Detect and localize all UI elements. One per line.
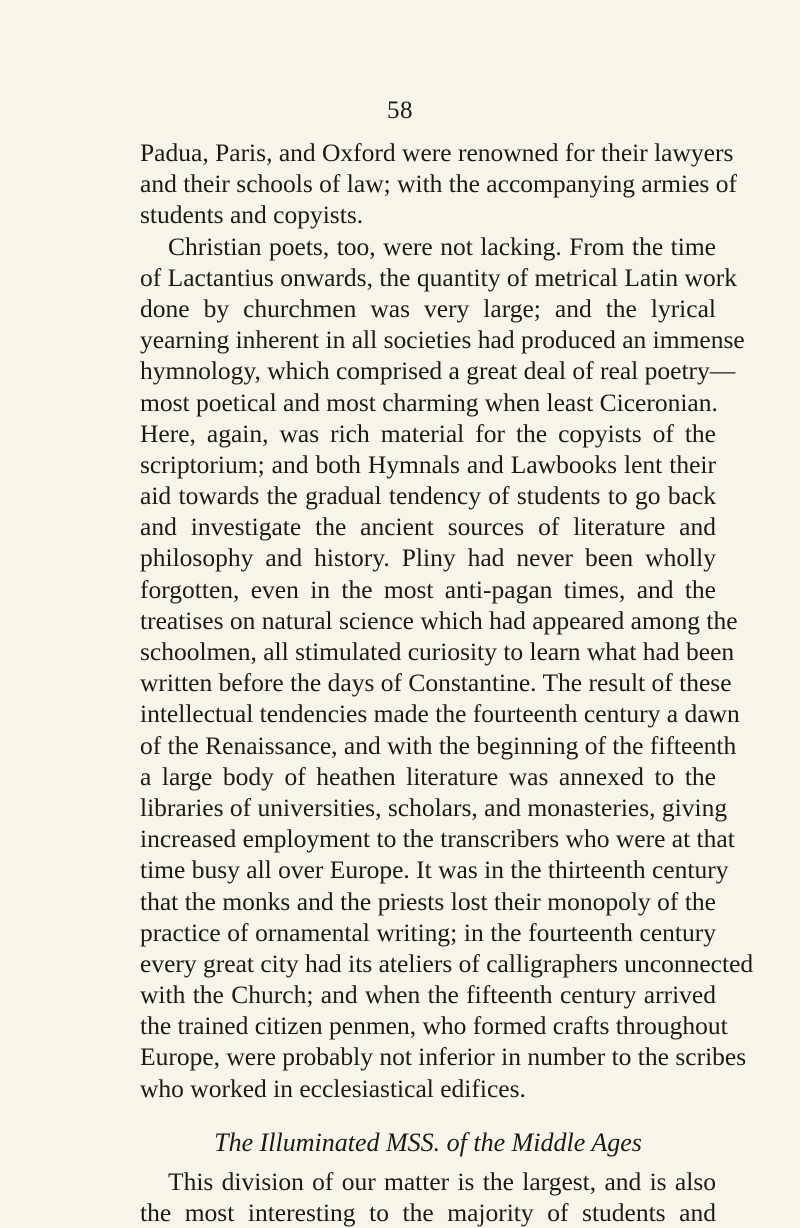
text-line: Christian poets, too, were not lacking. From the time	[168, 231, 716, 261]
text-line: done by churchmen was very large; and the lyrical	[140, 293, 716, 323]
text-line: scriptorium; and both Hymnals and Lawbooks lent their	[140, 449, 716, 479]
text-line: treatises on natural science which had appeared among the	[140, 605, 738, 635]
paragraph-christian-poets	[140, 231, 754, 1104]
paragraph-lawyers	[140, 137, 737, 231]
section-spacer	[140, 1104, 716, 1126]
text-line: that the monks and the priests lost their monopoly of the	[140, 886, 716, 916]
text-line: philosophy and history. Pliny had never been wholly	[140, 543, 716, 573]
text-line: with the Church; and when the fifteenth century arrived	[140, 980, 716, 1010]
paragraph-illuminated-mss	[140, 1166, 716, 1228]
text-line: libraries of universities, scholars, and monasteries, giving	[140, 792, 728, 822]
text-line: intellectual tendencies made the fourteenth century a dawn	[140, 699, 740, 729]
text-line: who worked in ecclesiastical edifices.	[140, 1073, 526, 1103]
text-line: Europe, were probably not inferior in number to the scribes	[140, 1042, 747, 1072]
text-line: and their schools of law; with the accompanying armies of	[140, 169, 737, 199]
text-line: time busy all over Europe. It was in the thirteenth century	[140, 855, 729, 885]
text-line: the trained citizen penmen, who formed crafts throughout	[140, 1011, 728, 1041]
text-line: This division of our matter is the largest, and is also	[168, 1166, 716, 1196]
text-line: Here, again, was rich material for the copyists of the	[140, 418, 716, 448]
text-line: the most interesting to the majority of students and	[140, 1198, 716, 1227]
text-line: increased employment to the transcribers who were at that	[140, 824, 735, 854]
section-heading: The Illuminated MSS. of the Middle Ages	[214, 1127, 642, 1157]
text-line: students and copyists.	[140, 200, 364, 230]
text-line: hymnology, which comprised a great deal of real poetry—	[140, 356, 736, 386]
text-line: yearning inherent in all societies had produced an immense	[140, 325, 745, 355]
text-line: most poetical and most charming when least Ciceronian.	[140, 387, 718, 417]
text-line: Padua, Paris, and Oxford were renowned for their lawyers	[140, 138, 734, 167]
text-line: practice of ornamental writing; in the fourteenth century	[140, 917, 716, 947]
text-line: every great city had its ateliers of calligraphers unconnected	[140, 948, 754, 978]
body-text	[140, 137, 754, 1228]
text-line: written before the days of Constantine. The result of these	[140, 668, 732, 698]
text-line: and investigate the ancient sources of literature and	[140, 512, 716, 542]
text-line: aid towards the gradual tendency of students to go back	[140, 481, 716, 511]
page-number: 58	[387, 97, 413, 124]
text-line: of the Renaissance, and with the beginning of the fifteenth	[140, 730, 737, 760]
text-line: of Lactantius onwards, the quantity of metrical Latin work	[140, 262, 737, 292]
text-line: forgotten, even in the most anti-pagan times, and the	[140, 574, 716, 604]
text-line: schoolmen, all stimulated curiosity to learn what had been	[140, 637, 735, 666]
text-line: a large body of heathen literature was annexed to the	[140, 761, 716, 791]
